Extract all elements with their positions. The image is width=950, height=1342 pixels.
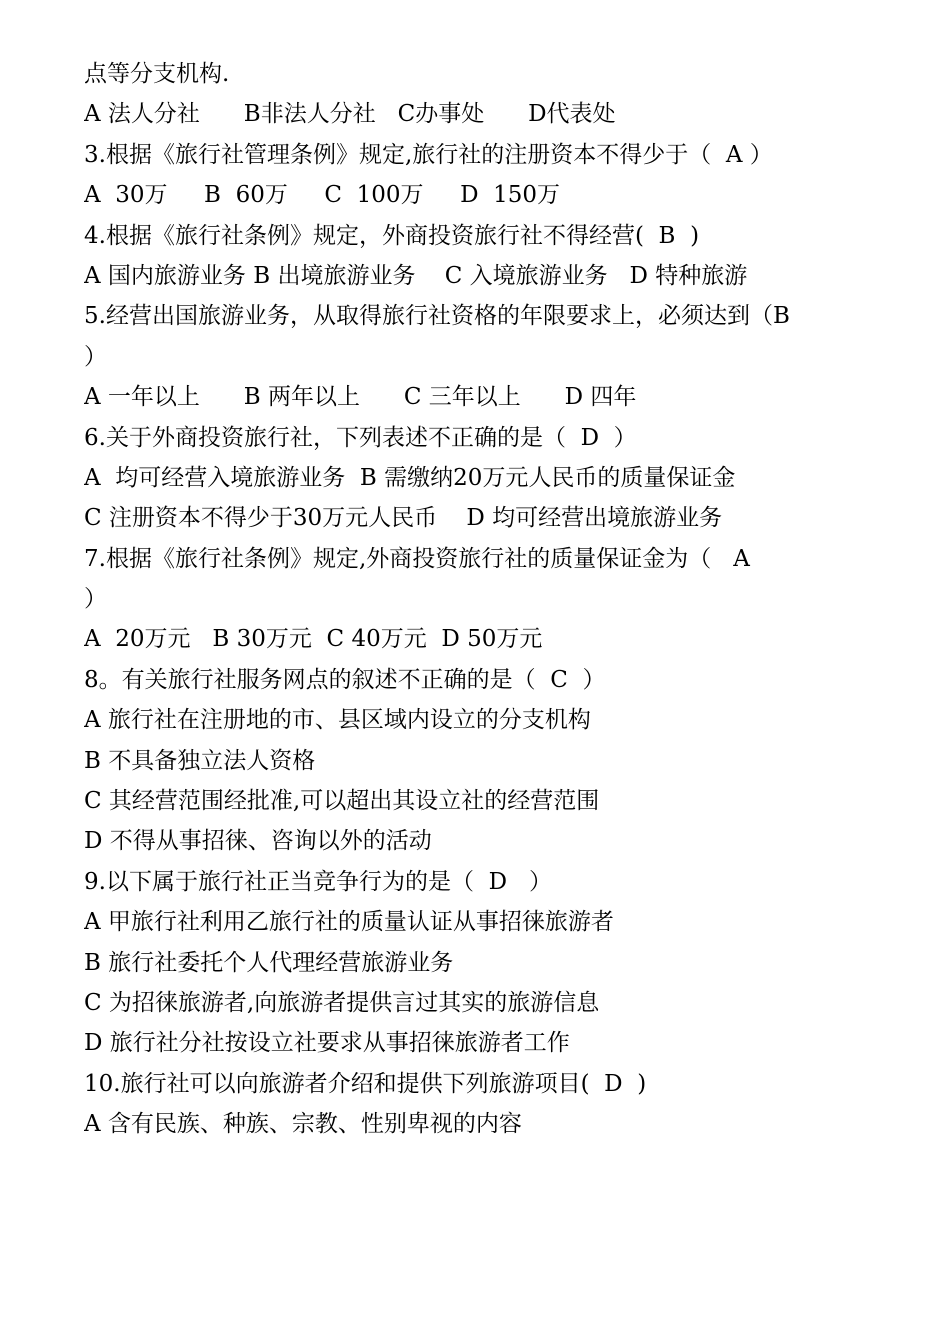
answer-options: A 一年以上 B 两年以上 C 三年以上 D 四年 — [84, 384, 637, 411]
answer-options: A 法人分社 B非法人分社 C办事处 D代表处 — [84, 101, 616, 128]
answer-option: C 注册资本不得少于30万元人民币 D 均可经营出境旅游业务 — [84, 505, 723, 532]
question-5: 5.经营出国旅游业务，从取得旅行社资格的年限要求上，必须达到（B — [84, 303, 790, 330]
question-5-continuation: ） — [84, 343, 107, 370]
question-7-continuation: ） — [84, 586, 107, 613]
question-6: 6.关于外商投资旅行社，下列表述不正确的是（ D ） — [84, 424, 637, 451]
answer-option: A 均可经营入境旅游业务 B 需缴纳20万元人民币的质量保证金 — [84, 464, 736, 491]
answer-options: A 30万 B 60万 C 100万 D 150万 — [84, 182, 561, 209]
answer-options: A 20万元 B 30万元 C 40万元 D 50万元 — [84, 626, 543, 653]
answer-option: D 旅行社分社按设立社要求从事招徕旅游者工作 — [84, 1030, 570, 1057]
question-4: 4.根据《旅行社条例》规定，外商投资旅行社不得经营( B ) — [84, 222, 700, 249]
answer-option: C 其经营范围经批准,可以超出其设立社的经营范围 — [84, 788, 600, 815]
answer-option: C 为招徕旅游者,向旅游者提供言过其实的旅游信息 — [84, 989, 600, 1016]
text-line: 点等分支机构. — [84, 61, 230, 87]
document-page — [84, 54, 884, 1145]
question-9: 9.以下属于旅行社正当竞争行为的是（ D ） — [84, 868, 552, 895]
question-8: 8。有关旅行社服务网点的叙述不正确的是（ C ） — [84, 666, 606, 693]
answer-option: A 含有民族、种族、宗教、性别卑视的内容 — [84, 1111, 522, 1138]
question-3: 3.根据《旅行社管理条例》规定,旅行社的注册资本不得少于（ A ） — [84, 141, 773, 168]
question-7: 7.根据《旅行社条例》规定,外商投资旅行社的质量保证金为（ A — [84, 545, 750, 572]
question-10: 10.旅行社可以向旅游者介绍和提供下列旅游项目( D ) — [84, 1070, 647, 1097]
answer-option: A 旅行社在注册地的市、县区域内设立的分支机构 — [84, 707, 591, 734]
answer-option: D 不得从事招徕、咨询以外的活动 — [84, 828, 432, 855]
answer-option: A 甲旅行社利用乙旅行社的质量认证从事招徕旅游者 — [84, 909, 614, 936]
answer-option: B 不具备独立法人资格 — [84, 747, 316, 774]
answer-option: B 旅行社委托个人代理经营旅游业务 — [84, 949, 454, 976]
answer-options: A 国内旅游业务 B 出境旅游业务 C 入境旅游业务 D 特种旅游 — [84, 262, 748, 289]
